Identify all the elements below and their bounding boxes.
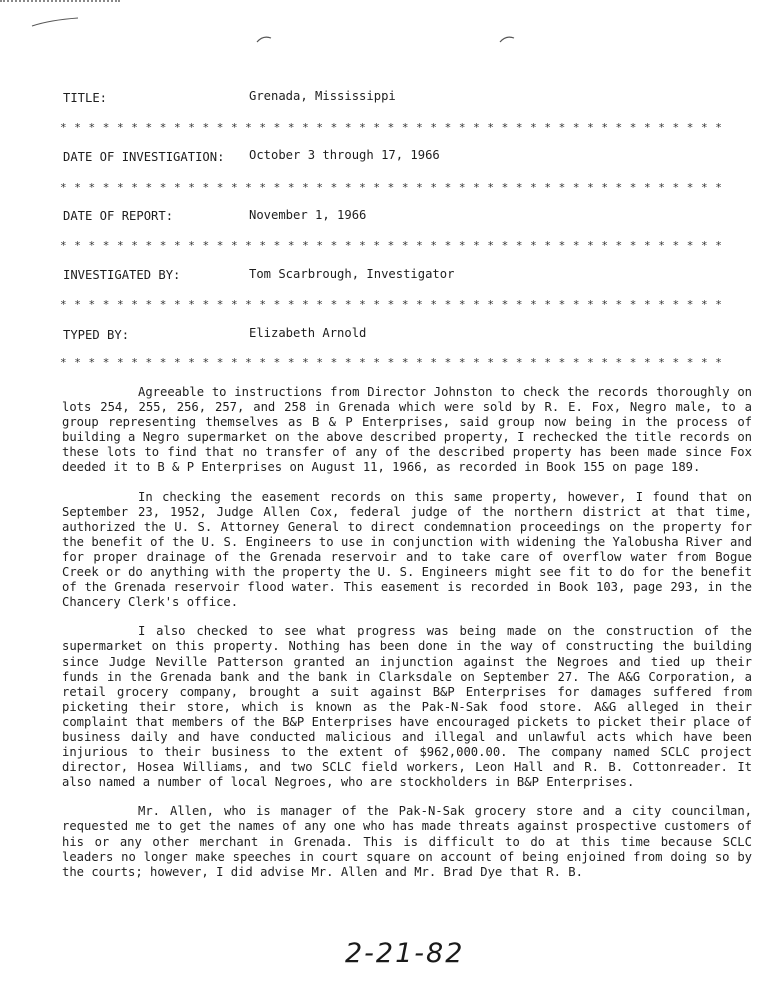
body-paragraph-records: Agreeable to instructions from Director Johnston to check the records thoroughly on lots 254, 255, 256, 257, and 258 in Grenada which were sold by R. E. Fox, Negro male, to a group representing themselves as B & P Enterprises, said group now being in the process of building a Negro supermarket on the above described property, I rechecked the title records on these lots to find that no transfer of any of the described property has been made since Fox deeded it to B & P Enterprises on August 11, 1966, as recorded in Book 155 on page 189.	[62, 385, 752, 475]
investigation-date-label: DATE OF INVESTIGATION:	[63, 150, 225, 164]
star-separator: * * * * * * * * * * * * * * * * * * * * * * * * * * * * * * * * * * * * * * * * * * * * * * *	[60, 181, 723, 194]
star-separator: * * * * * * * * * * * * * * * * * * * * * * * * * * * * * * * * * * * * * * * * * * * * * * *	[60, 121, 723, 134]
body-paragraph-supermarket: I also checked to see what progress was being made on the construction of the supermarket on this property. Nothing has been done in the way of constructing the building since Judge Neville Patterson granted an injunction against the Negroes and tied up their funds in the Grenada bank and the bank in Clarksdale on September 27. The A&G Corporation, a retail grocery company, brought a suit against B&P Enterprises for damages suffered from picketing their store, which is known as the Pak-N-Sak food store. A&G alleged in their complaint that members of the B&P Enterprises have encouraged pickets to picket their place of business daily and have conducted malicious and illegal and unlawful acts which have been injurious to their business to the extent of $962,000.00. The company named SCLC project director, Hosea Williams, and two SCLC field workers, Leon Hall and R. B. Cottonreader. It also named a number of local Negroes, who are stockholders in B&P Enterprises.	[62, 624, 752, 790]
title-label: TITLE:	[63, 91, 108, 105]
body-paragraph-threats: Mr. Allen, who is manager of the Pak-N-Sak grocery store and a city councilman, requested me to get the names of any one who has made threats against prospective customers of his or any other merchant in Grenada. This is difficult to do at this time because SCLC leaders no longer make speeches in court square on account of being enjoined from doing so by the courts; however, I did advise Mr. Allen and Mr. Brad Dye that R. B.	[62, 804, 752, 879]
top-edge-marks	[0, 0, 120, 6]
investigator-label: INVESTIGATED BY:	[63, 268, 181, 282]
pen-scribble-mark	[30, 14, 90, 30]
typist-label: TYPED BY:	[63, 328, 130, 342]
title-value: Grenada, Mississippi	[249, 89, 396, 103]
pen-tick-mark	[255, 34, 275, 44]
investigator-value: Tom Scarbrough, Investigator	[249, 267, 455, 281]
typist-value: Elizabeth Arnold	[249, 326, 367, 340]
body-paragraph-easement: In checking the easement records on this same property, however, I found that on September 23, 1952, Judge Allen Cox, federal judge of the northern district at that time, authorized the U. S. Attorney General to direct condemnation proceedings on the property for the benefit of the U. S. Engineers to use in conjunction with widening the Yalobusha River and for proper drainage of the Grenada reservoir and to take care of overflow water from Bogue Creek or do anything with the property the U. S. Engineers might see fit to do for the benefit of the Grenada reservoir flood water. This easement is recorded in Book 103, page 293, in the Chancery Clerk's office.	[62, 489, 752, 610]
report-date-value: November 1, 1966	[249, 208, 367, 222]
star-separator: * * * * * * * * * * * * * * * * * * * * * * * * * * * * * * * * * * * * * * * * * * * * * * *	[60, 298, 723, 311]
pen-tick-mark	[498, 34, 518, 44]
star-separator: * * * * * * * * * * * * * * * * * * * * * * * * * * * * * * * * * * * * * * * * * * * * * * *	[60, 356, 723, 369]
report-body	[62, 385, 752, 894]
handwritten-page-number: 2-21-82	[345, 938, 465, 969]
report-date-label: DATE OF REPORT:	[63, 209, 174, 223]
investigation-date-value: October 3 through 17, 1966	[249, 148, 440, 162]
star-separator: * * * * * * * * * * * * * * * * * * * * * * * * * * * * * * * * * * * * * * * * * * * * * * *	[60, 239, 723, 252]
